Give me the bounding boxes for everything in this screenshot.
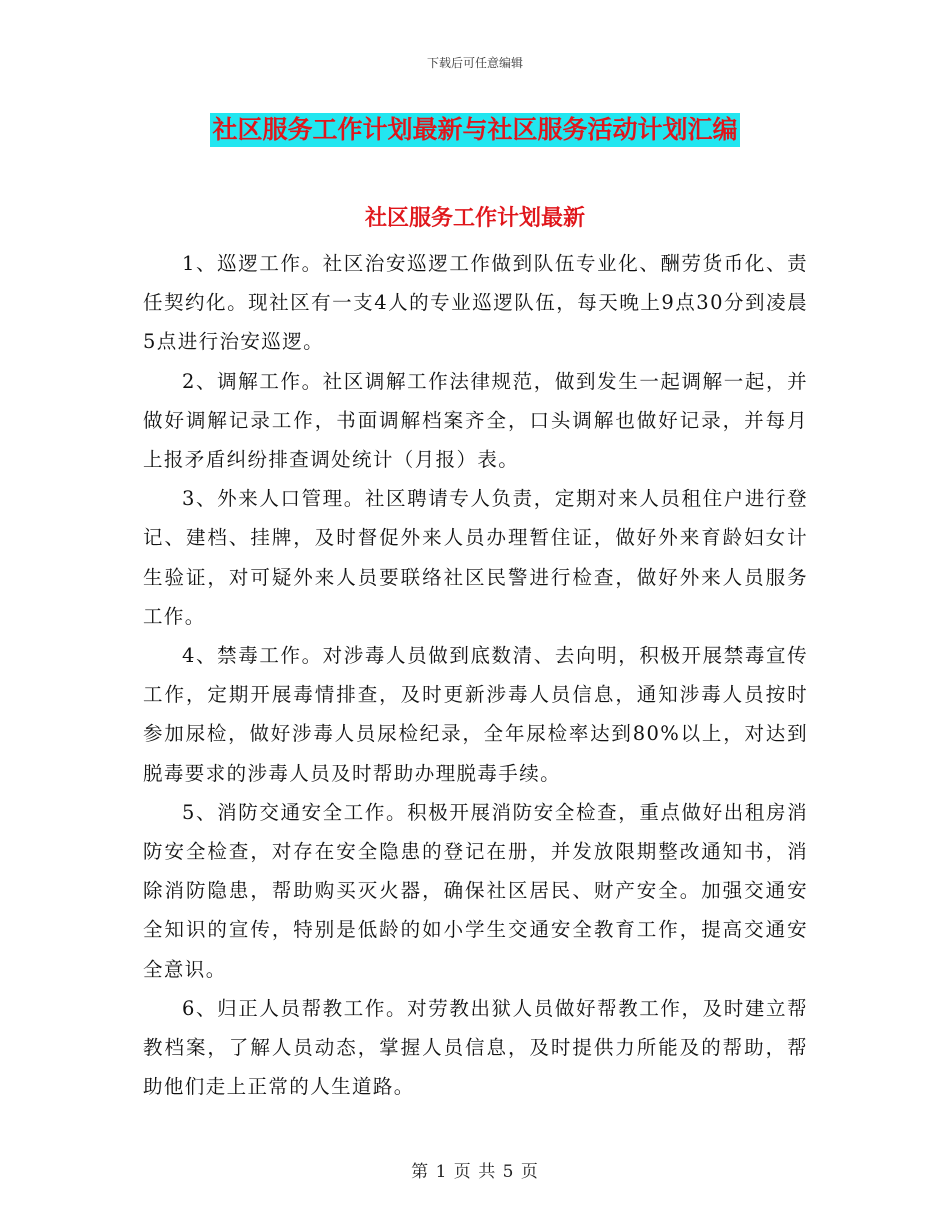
paragraph-patrol: 1、巡逻工作。社区治安巡逻工作做到队伍专业化、酬劳货币化、责任契约化。现社区有一支4人的专业巡逻队伍，每天晚上9点30分到凌晨5点进行治安巡逻。 [143,252,808,354]
document-title: 社区服务工作计划最新与社区服务活动计划汇编 [210,113,739,147]
paragraph-migrant-management: 3、外来人口管理。社区聘请专人负责，定期对来人员租住户进行登记、建档、挂牌，及时督促外来人员办理暂住证，做好外来育龄妇女计生验证，对可疑外来人员要联络社区民警进行检查，做好外来人员服务工作。 [143,487,808,628]
document-title-container [0,113,950,147]
page-number: 第 1 页 共 5 页 [411,1162,539,1182]
paragraph-fire-traffic-safety: 5、消防交通安全工作。积极开展消防安全检查，重点做好出租房消防安全检查，对存在安全隐患的登记在册，并发放限期整改通知书，消除消防隐患，帮助购买灭火器，确保社区居民、财产安全。加强交通安全知识的宣传，特别是低龄的如小学生交通安全教育工作，提高交通安全意识。 [143,800,808,981]
paragraph-drug-control: 4、禁毒工作。对涉毒人员做到底数清、去向明，积极开展禁毒宣传工作，定期开展毒情排查，及时更新涉毒人员信息，通知涉毒人员按时参加尿检，做好涉毒人员尿检纪录，全年尿检率达到80%以上，对达到脱毒要求的涉毒人员及时帮助办理脱毒手续。 [143,644,808,785]
paragraph-rehabilitation: 6、归正人员帮教工作。对劳教出狱人员做好帮教工作，及时建立帮教档案，了解人员动态，掌握人员信息，及时提供力所能及的帮助，帮助他们走上正常的人生道路。 [143,996,808,1099]
document-body [143,244,808,1106]
paragraph-mediation: 2、调解工作。社区调解工作法律规范，做到发生一起调解一起，并做好调解记录工作，书面调解档案齐全，口头调解也做好记录，并每月上报矛盾纠纷排查调处统计（月报）表。 [143,369,808,472]
page-header-note: 下载后可任意编辑 [426,56,523,70]
section-title: 社区服务工作计划最新 [364,206,585,231]
